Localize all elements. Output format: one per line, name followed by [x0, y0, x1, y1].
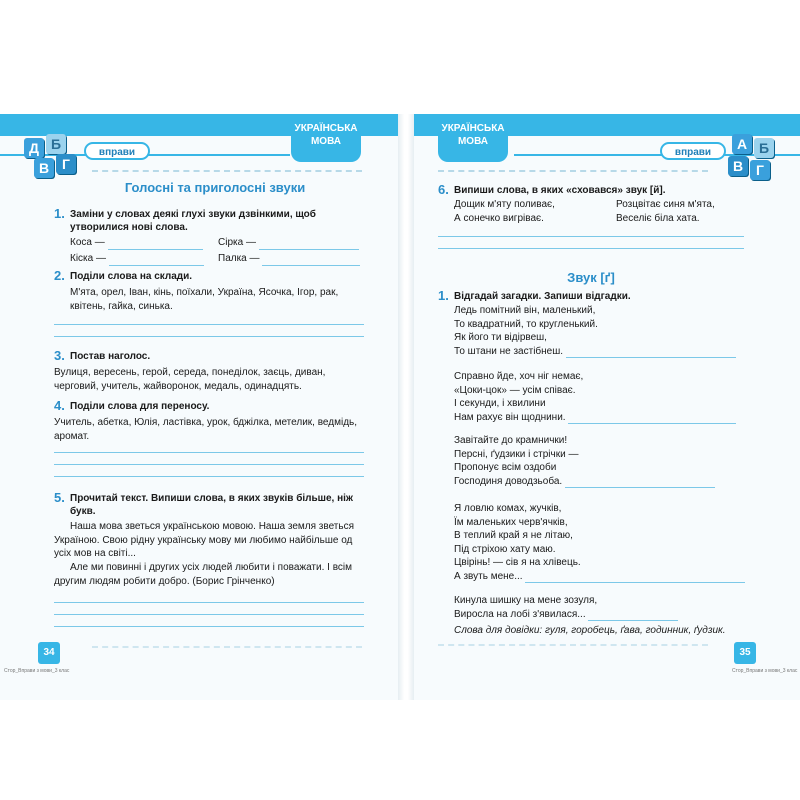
task-number: 5.	[54, 490, 65, 505]
letter-cube: В	[728, 156, 748, 176]
riddle: Кинула шишку на мене зозуля, Виросла на лобі з'явилася...	[454, 594, 678, 621]
page-number: 35	[734, 642, 756, 664]
letter-cube: В	[34, 158, 54, 178]
answer-line	[54, 602, 364, 603]
word-item: Палка —	[218, 252, 360, 266]
task-instruction: Випиши слова, в яких «сховався» звук [й].	[454, 185, 666, 196]
task-number: 1.	[54, 206, 65, 221]
task-instruction: Заміни у словах деякі глухі звуки дзвінкими, щоб утворилися нові слова.	[70, 209, 316, 233]
poem-line: Дощик м'яту поливає,	[454, 199, 555, 210]
task-number: 4.	[54, 398, 65, 413]
book-gutter	[398, 114, 414, 700]
dashed-divider	[92, 646, 362, 648]
dashed-divider	[92, 170, 362, 172]
answer-line	[438, 248, 744, 249]
section-pill: вправи	[660, 142, 726, 160]
task-number: 6.	[438, 182, 449, 197]
poem-line: Розцвітає синя м'ята,	[616, 199, 715, 210]
task-instruction: Відгадай загадки. Запиши відгадки.	[454, 291, 631, 302]
riddle: Ледь помітний він, маленький, То квадратний, то кругленький. Як його ти відірвеш, То штани не застібнеш.	[454, 304, 736, 358]
task-number: 1.	[438, 288, 449, 303]
task-text: Наша мова зветься українською мовою. Наша земля зветься Україною. Свою рідну українську мову ми любимо найбільше од усіх мов на світі...	[54, 521, 355, 559]
word-item: Кіска —	[70, 252, 204, 266]
section-pill: вправи	[84, 142, 150, 160]
answer-line	[54, 614, 364, 615]
task-instruction: Поділи слова на склади.	[70, 271, 193, 282]
page-number: 34	[38, 642, 60, 664]
riddle: Я ловлю комах, жучків, Їм маленьких черв'ячків, В теплий край я не літаю, Під стріхою хату маю. Цвірінь! — сів я на хлівець. А звуть мене...	[454, 502, 745, 583]
answer-line	[438, 236, 744, 237]
riddle: Справно йде, хоч ніг немає, «Цоки-цок» — усім співає. І секунди, і хвилини Нам рахує він щоднини.	[454, 370, 736, 424]
answer-line	[54, 476, 364, 477]
page-title: Голосні та приголосні звуки	[124, 180, 306, 195]
poem-line: А сонечко вигріває.	[454, 213, 544, 224]
dashed-divider	[438, 644, 708, 646]
task-text: Але ми повинні і других усіх людей любити і поважати. І всім другим людям робити добро. (Борис Грінченко)	[54, 562, 353, 587]
task-text: М'ята, орел, Іван, кінь, поїхали, Україна, Ясочка, Ігор, рак, квітень, гайка, синька.	[70, 287, 339, 312]
subject-tab: УКРАЇНСЬКА МОВА	[291, 114, 361, 162]
answer-line	[54, 626, 364, 627]
task-instruction: Поділи слова для переносу.	[70, 401, 210, 412]
letter-cube: Д	[24, 138, 44, 158]
letter-cube: А	[732, 134, 752, 154]
word-item: Коса —	[70, 236, 203, 250]
answer-line	[54, 464, 364, 465]
left-page	[0, 123, 398, 676]
letter-cube: Б	[46, 134, 66, 154]
riddle: Завітайте до крамнички! Персні, ґудзики і стрічки — Пропонує всім оздоби Господиня доводзьоба.	[454, 434, 715, 488]
task-instruction: Постав наголос.	[70, 351, 151, 362]
poem-line: Веселіє біла хата.	[616, 213, 700, 224]
section-title: Звук [ґ]	[567, 270, 615, 285]
footer-note: Стор_Вправи з мови_3 клас	[732, 668, 798, 674]
footer-note: Стор_Вправи з мови_3 клас	[4, 668, 70, 674]
task-number: 2.	[54, 268, 65, 283]
answer-line	[54, 336, 364, 337]
answer-line	[54, 324, 364, 325]
task-instruction: Прочитай текст. Випиши слова, в яких звуків більше, ніж букв.	[70, 493, 354, 517]
letter-cube: Г	[750, 160, 770, 180]
task-text: Вулиця, вересень, герой, середа, понеділок, заєць, диван, черговий, учитель, жайворонок, медаль, одинадцять.	[54, 367, 326, 392]
hint-words: Слова для довідки: гуля, горобець, ґава, годинник, ґудзик.	[454, 625, 726, 636]
subject-tab: УКРАЇНСЬКА МОВА	[438, 114, 508, 162]
word-item: Сірка —	[218, 236, 359, 250]
right-page	[414, 123, 800, 676]
task-number: 3.	[54, 348, 65, 363]
task-text: Учитель, абетка, Юлія, ластівка, урок, бджілка, метелик, ведмідь, аромат.	[54, 417, 358, 442]
answer-line	[54, 452, 364, 453]
dashed-divider	[438, 170, 708, 172]
letter-cube: Б	[754, 138, 774, 158]
letter-cube: Г	[56, 154, 76, 174]
